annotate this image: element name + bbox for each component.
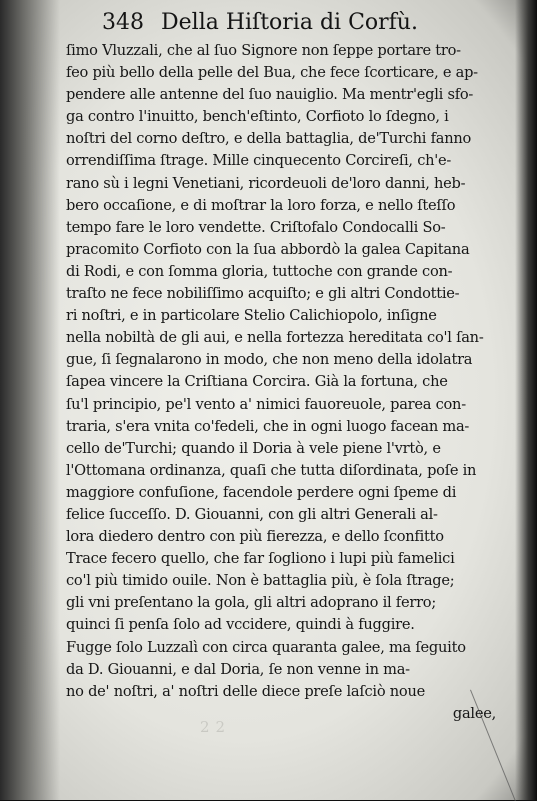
text-line: bero occaſione, e di moſtrar la loro forza, e nello ſteſſo [66, 196, 456, 214]
text-line: nella nobiltà de gli aui, e nella fortezza hereditata co'l ſan- [66, 329, 484, 347]
text-line: gli vni preſentano la gola, gli altri adoprano il ferro; [66, 594, 436, 612]
text-line: rano sù i legni Venetiani, ricordeuoli de'loro danni, heb- [66, 174, 466, 192]
text-line: Trace fecero quello, che far ſogliono i lupi più famelici [66, 550, 455, 568]
text-line: ri noſtri, e in particolare Stelio Calichiopolo, inſigne [66, 307, 437, 325]
running-title: Della Hiſtoria di Corfù. [161, 10, 418, 35]
catchword: galee, [452, 704, 496, 722]
text-line: l'Ottomana ordinanza, quaſi che tutta diſordinata, poſe in [66, 461, 477, 479]
text-line: di Rodi, e con ſomma gloria, tuttoche con grande con- [66, 262, 453, 280]
text-line: ga contro l'inuitto, bench'eſtinto, Corfioto lo ſdegno, i [66, 108, 449, 126]
page-edge-shadow [515, 0, 537, 800]
text-line: orrendiſſima ſtrage. Mille cinquecento Corcireſi, ch'e- [66, 152, 452, 170]
text-line: pendere alle antenne del ſuo nauiglio. Ma mentr'egli sfo- [66, 86, 474, 104]
text-line: noſtri del corno deſtro, e della battaglia, de'Turchi fanno [66, 130, 472, 148]
text-line: lora diedero dentro con più fierezza, e dello ſconfitto [66, 528, 444, 546]
text-line: da D. Giouanni, e dal Doria, ſe non venne in ma- [66, 660, 410, 678]
text-line: Fugge ſolo Luzzalì con circa quaranta galee, ma ſeguito [66, 638, 466, 656]
text-line: traria, s'era vnita co'fedeli, che in ogni luogo facean ma- [66, 417, 470, 435]
text-line: ſapea vincere la Criſtiana Corcira. Già la fortuna, che [66, 373, 448, 391]
text-line: co'l più timido ouile. Non è battaglia più, è ſola ſtrage; [66, 572, 455, 590]
running-header [102, 10, 418, 35]
text-line: maggiore confuſione, facendole perdere ogni ſpeme di [66, 483, 457, 501]
text-line: cello de'Turchi; quando il Doria à vele piene l'vrtò, e [66, 439, 441, 457]
text-line: ſimo Vluzzali, che al ſuo Signore non ſeppe portare tro- [66, 42, 461, 59]
text-line: no de' noſtri, a' noſtri delle diece preſe laſciò noue [66, 682, 425, 700]
text-line: quinci ſi penſa ſolo ad vccidere, quindi à fuggire. [66, 616, 415, 634]
binding-gutter-shadow [0, 0, 60, 800]
text-line: gue, ſi ſegnalarono in modo, che non meno della idolatra [66, 351, 473, 369]
text-line: pracomito Corfioto con la ſua abbordò la galea Capitana [66, 240, 470, 258]
text-line: feo più bello della pelle del Bua, che fece ſcorticare, e ap- [66, 64, 478, 82]
page-number: 348 [102, 10, 144, 35]
text-line: tempo fare le loro vendette. Criſtofalo Condocalli So- [66, 218, 446, 236]
text-line: ſu'l principio, pe'l vento a' nimici fauoreuole, parea con- [66, 395, 466, 413]
body-text [66, 40, 506, 725]
text-line: felice ſucceſſo. D. Giouanni, con gli altri Generali al- [66, 505, 438, 523]
bleed-through-text: 22 [200, 718, 232, 736]
text-line: traſto ne fece nobiliſſimo acquiſto; e gli altri Condottie- [66, 285, 460, 303]
